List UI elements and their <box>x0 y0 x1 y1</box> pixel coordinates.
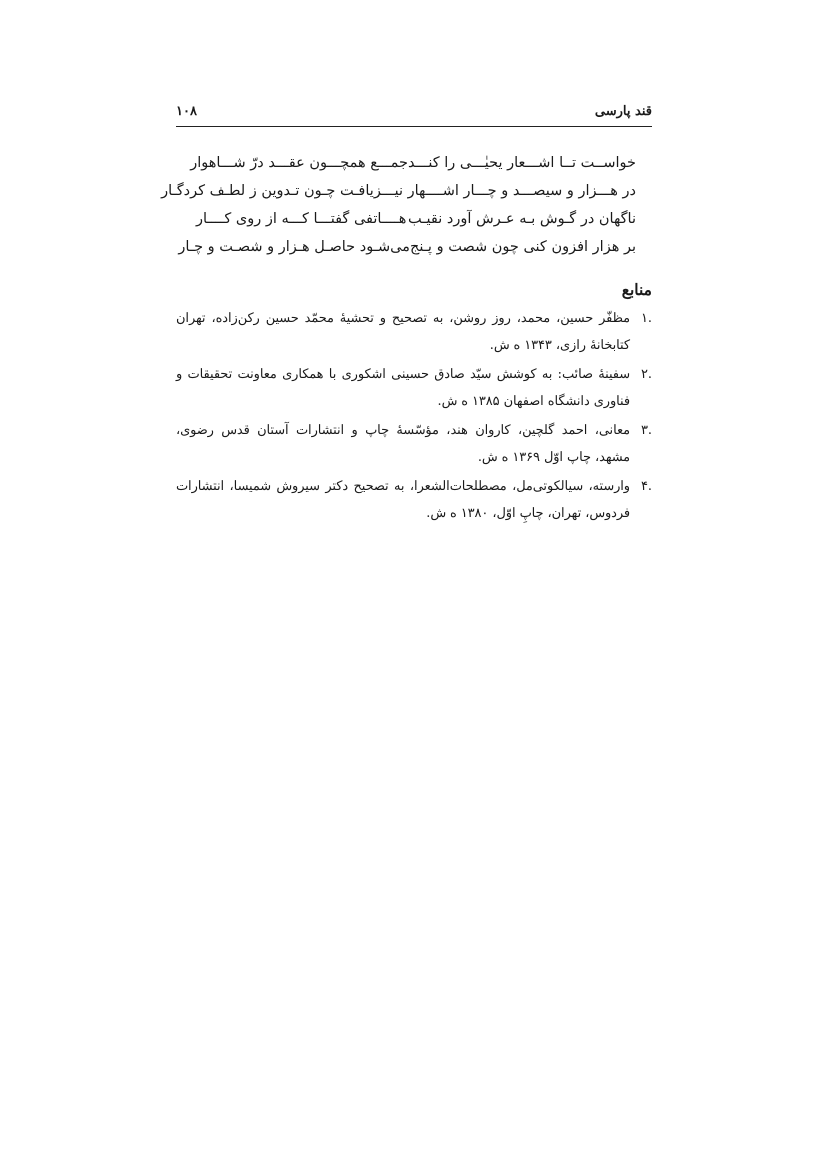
poem-hemistich-left: جمـــع همچـــون عقـــد درّ شـــاهوار <box>190 155 409 171</box>
poem-hemistich-left: می‌شـود حاصـل هـزار و شصـت و چـار <box>178 239 410 255</box>
page-header <box>176 104 652 127</box>
reference-item <box>176 361 652 415</box>
poem-hemistich-left: یافـت چـون تـدوین ز لطـف کردگـار <box>161 183 374 199</box>
reference-number: .۲ <box>641 367 652 382</box>
reference-number: .۱ <box>641 311 652 326</box>
poem-hemistich-right: ناگهان در گـوش بـه عـرش آورد نقیـب <box>408 211 636 227</box>
poem-verse <box>190 152 636 180</box>
sources-section <box>176 280 652 529</box>
poem <box>161 152 636 264</box>
poem-verse <box>178 236 636 264</box>
poem-verse <box>161 180 636 208</box>
running-title: قند پارسی <box>594 104 652 119</box>
poem-hemistich-right: در هـــزار و سیصـــد و چـــار اشــــهار نیـــز <box>373 183 636 199</box>
reference-number: .۴ <box>641 479 652 494</box>
poem-hemistich-right: بر هزار افزون کنی چون شصت و پـنج <box>409 239 636 255</box>
page-number: ۱۰۸ <box>176 104 197 119</box>
reference-item <box>176 417 652 471</box>
reference-text: وارسته، سیالکوتی‌مل، مصطلحات‌الشعرا، به تصحیح دکتر سیروش شمیسا، انتشارات فردوس، تهران، چاپِ اوّل، ۱۳۸۰ ه ش. <box>176 479 630 521</box>
poem-hemistich-right: خواســت تــا اشـــعار یحیٰـــی را کنـــد <box>408 155 636 171</box>
poem-hemistich-left: هــــاتفی گفتـــا كـــه از روی کــــار <box>196 211 407 227</box>
poem-verse <box>196 208 636 236</box>
reference-text: معانی، احمد گلچین، کاروان هند، مؤسّسهٔ چاپ و انتشارات آستان قدس رضوی، مشهد، چاپ اوّل ۱۳۶۹ ه ش. <box>176 423 630 465</box>
reference-number: .۳ <box>641 423 652 438</box>
reference-text: سفینهٔ صائب: به کوشش سیّد صادق حسینی اشکوری با همکاری معاونت تحقیقات و فناوری دانشگاه اصفهان ۱۳۸۵ ه ش. <box>176 367 630 409</box>
reference-text: مظفّر حسین، محمد، روز روشن، به تصحیح و تحشیهٔ محمّد حسین رکن‌زاده، تهران کتابخانهٔ رازی، ۱۳۴۳ ه ش. <box>176 311 630 353</box>
reference-item <box>176 473 652 527</box>
sources-heading: منابع <box>621 280 652 299</box>
reference-item <box>176 305 652 359</box>
